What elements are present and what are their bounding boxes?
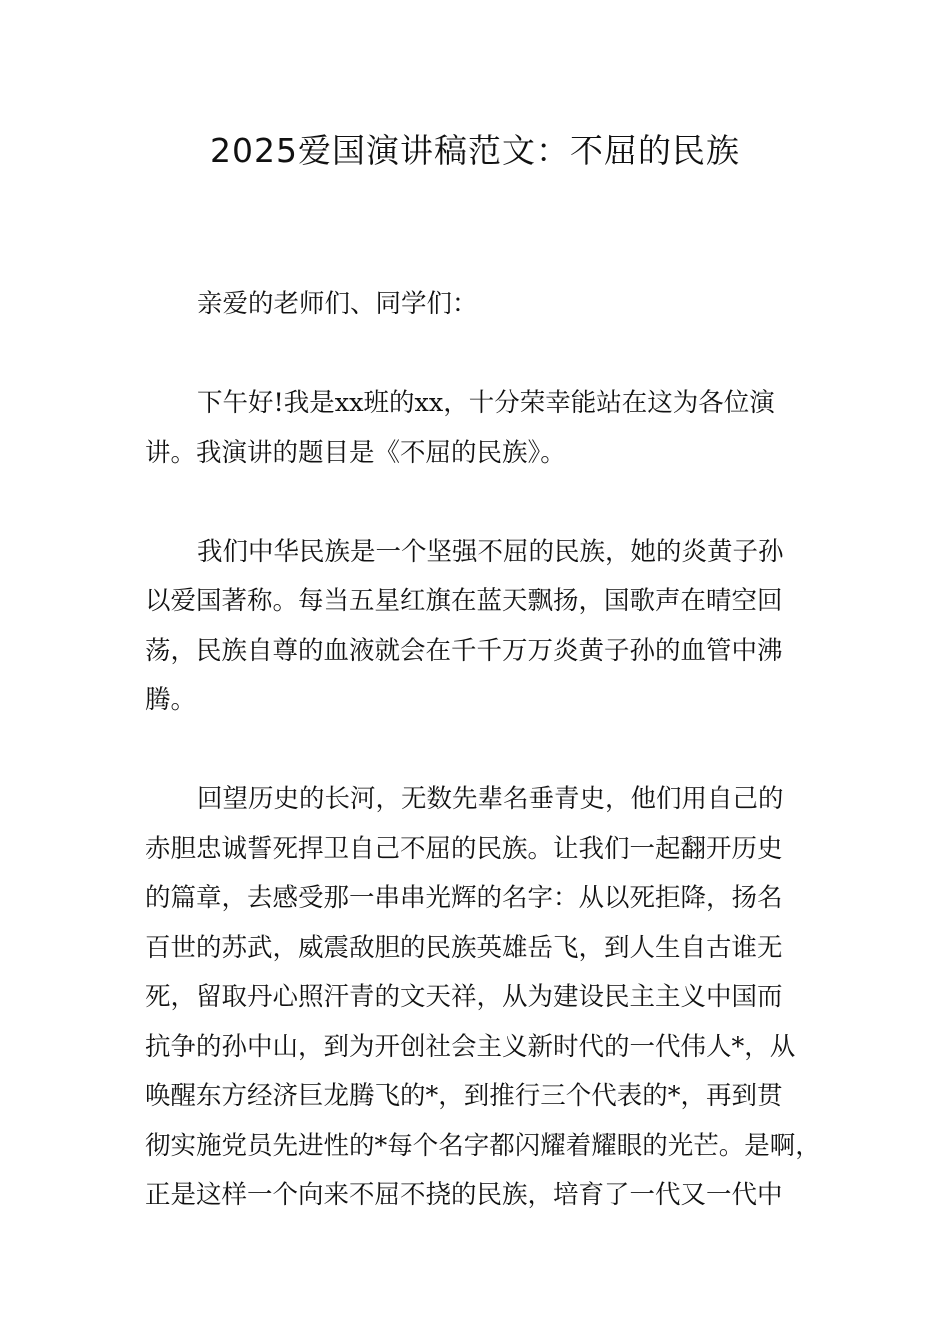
document-title: 2025爱国演讲稿范文：不屈的民族 <box>210 131 740 170</box>
paragraph-greeting <box>145 280 813 330</box>
text-line: 抗争的孙中山，到为开创社会主义新时代的一代伟人*，从 <box>145 1031 796 1062</box>
text-line: 百世的苏武，威震敌胆的民族英雄岳飞，到人生自古谁无 <box>145 932 783 963</box>
paragraph-history <box>145 775 821 1221</box>
text-line: 亲爱的老师们、同学们： <box>197 289 478 319</box>
text-line: 彻实施党员先进性的*每个名字都闪耀着耀眼的光芒。是啊， <box>145 1130 821 1161</box>
text-line: 荡，民族自尊的血液就会在千千万万炎黄子孙的血管中沸 <box>145 635 783 666</box>
paragraph-introduction <box>145 379 813 478</box>
paragraph-nation <box>145 528 813 726</box>
text-line: 我们中华民族是一个坚强不屈的民族，她的炎黄子孙 <box>197 536 784 567</box>
text-line: 死，留取丹心照汗青的文天祥，从为建设民主主义中国而 <box>145 982 783 1012</box>
text-line: 以爱国著称。每当五星红旗在蓝天飘扬，国歌声在晴空回 <box>145 586 783 616</box>
text-line: 唤醒东方经济巨龙腾飞的*，到推行三个代表的*，再到贯 <box>145 1081 783 1111</box>
text-line: 赤胆忠诚誓死捍卫自己不屈的民族。让我们一起翻开历史 <box>145 833 783 864</box>
text-line: 正是这样一个向来不屈不挠的民族，培育了一代又一代中 <box>145 1180 783 1210</box>
text-line: 的篇章，去感受那一串串光辉的名字：从以死拒降，扬名 <box>145 883 783 913</box>
text-line: 回望历史的长河，无数先辈名垂青史，他们用自己的 <box>197 784 784 814</box>
text-line: 下午好!我是xx班的xx，十分荣幸能站在这为各位演 <box>197 388 775 418</box>
text-line: 讲。我演讲的题目是《不屈的民族》。 <box>145 437 566 468</box>
text-line: 腾。 <box>145 685 197 715</box>
document-body <box>145 280 821 1221</box>
